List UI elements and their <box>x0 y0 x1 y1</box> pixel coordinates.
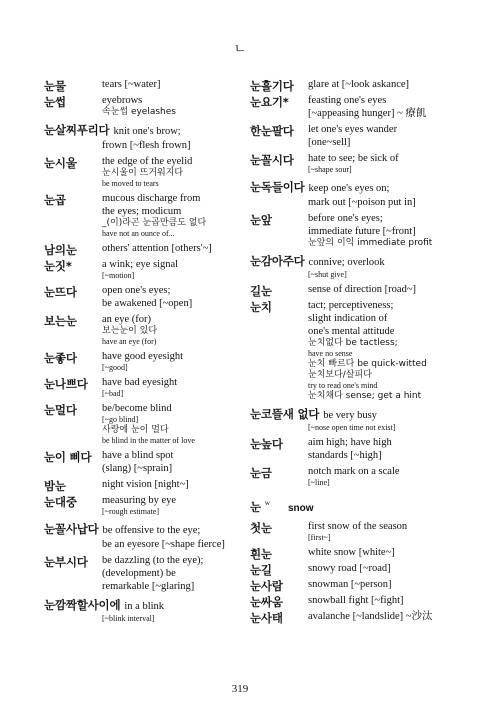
entry-definition: night vision [night~] <box>102 479 189 490</box>
entry-headword: 눈치 <box>250 300 272 314</box>
entry-body <box>102 313 244 347</box>
entry-definition: in a blink <box>124 601 165 612</box>
entry-definition: connive; overlook <box>308 257 385 268</box>
dictionary-entry <box>250 578 450 591</box>
entry-literal-gloss: [~bad] <box>102 389 124 398</box>
entry-headword: 첫눈 <box>250 521 272 535</box>
section-heading-snow <box>250 498 450 516</box>
entry-headword: 눈좋다 <box>44 351 77 365</box>
entry-body <box>102 258 244 281</box>
entry-definition: frown [~flesh frown] <box>102 140 191 151</box>
entry-definition: one's mental attitude <box>308 326 395 337</box>
entry-body <box>308 94 450 120</box>
entry-literal-gloss: [~good] <box>102 363 128 372</box>
entry-body <box>102 494 244 517</box>
entry-definition: keep one's eyes on; <box>308 183 390 194</box>
entry-definition: notch mark on a scale <box>308 466 400 477</box>
entry-definition: be very busy <box>323 410 377 421</box>
entry-body <box>102 192 244 239</box>
dictionary-entry <box>44 155 244 189</box>
dictionary-entry <box>250 299 450 402</box>
dictionary-entry <box>250 520 450 543</box>
entry-definition: snowy road [~road] <box>308 563 391 574</box>
entry-definition: first snow of the season <box>308 521 408 532</box>
entry-definition: eyebrows <box>102 95 143 106</box>
entry-definition: remarkable [~glaring] <box>102 581 195 592</box>
page-number: 319 <box>231 683 249 695</box>
entry-definition: be offensive to the eye; <box>102 525 201 536</box>
dictionary-entry <box>44 284 244 310</box>
dictionary-entry <box>250 152 450 175</box>
entry-body <box>102 78 244 91</box>
entry-definition: an eye (for) <box>102 314 151 325</box>
entry-body <box>308 562 450 575</box>
entry-definition: avalanche [~landslide] ~沙汰 <box>308 611 433 622</box>
entry-example-gloss: have not an ounce of... <box>102 229 175 238</box>
entry-headword: 눈물 <box>44 79 66 93</box>
entry-headword: 눈살찌푸리다 <box>44 123 110 137</box>
dictionary-entry <box>44 376 244 399</box>
dictionary-entry <box>250 610 450 623</box>
entry-body <box>102 376 244 399</box>
entry-first-line <box>250 178 450 196</box>
entry-headword: 눈요기* <box>250 95 289 109</box>
entry-literal-gloss: [first~] <box>308 533 331 542</box>
entry-body <box>102 449 244 475</box>
entry-body <box>308 610 450 623</box>
entry-headword: 남의눈 <box>44 243 77 257</box>
entry-example-korean: 속눈썹 eyelashes <box>102 107 176 117</box>
entry-definition: mark out [~poison put in] <box>308 197 416 208</box>
entry-definition: the edge of the eyelid <box>102 156 193 167</box>
entry-body <box>308 78 450 91</box>
entry-body <box>102 284 244 310</box>
entry-example-gloss: be moved to tears <box>102 179 159 188</box>
entry-example-gloss: have no sense <box>308 349 353 358</box>
dictionary-entry <box>44 313 244 347</box>
entry-example-korean: 눈앞의 이익 immediate profit <box>308 238 433 248</box>
entry-definition: tears [~water] <box>102 79 161 90</box>
dictionary-entry <box>44 449 244 475</box>
entry-definition: have good eyesight <box>102 351 184 362</box>
entry-body <box>308 436 450 462</box>
entry-definition: open one's eyes; <box>102 285 171 296</box>
entry-first-line <box>44 596 244 614</box>
entry-definition: aim high; have high <box>308 437 392 448</box>
entry-definition: [~appeasing hunger] ~ 療飢 <box>308 108 427 119</box>
entry-headword: 눈높다 <box>250 437 283 451</box>
right-column <box>250 78 450 623</box>
dictionary-entry <box>250 252 450 280</box>
entry-definition: be/become blind <box>102 403 172 414</box>
entry-definition: feasting one's eyes <box>308 95 387 106</box>
entry-definition: others' attention [others'~] <box>102 243 212 254</box>
entry-literal-gloss: [~line] <box>308 478 330 487</box>
dictionary-entry <box>250 123 450 149</box>
entry-body <box>308 578 450 591</box>
entry-headword: 눈사람 <box>250 579 283 593</box>
entry-headword: 밤눈 <box>44 479 66 493</box>
entry-example-korean: 눈치없다 be tactless; <box>308 338 398 348</box>
entry-headword: 눈코뜰새 없다 <box>250 407 320 421</box>
entry-definition: the eyes; modicum <box>102 206 182 217</box>
dictionary-entry <box>44 554 244 593</box>
entry-body <box>102 554 244 593</box>
entry-example-korean: 사랑에 눈이 멀다 <box>102 425 169 435</box>
entry-definition: knit one's brow; <box>113 126 181 137</box>
entry-headword: 눈흘기다 <box>250 79 294 93</box>
dictionary-entry <box>250 212 450 249</box>
entry-example-korean: 눈치보다/살피다 <box>308 370 372 380</box>
entry-body <box>308 465 450 488</box>
entry-body <box>308 123 450 149</box>
entry-literal-gloss: [~shut give] <box>308 270 347 279</box>
entry-headword: 눈길 <box>250 563 272 577</box>
dictionary-entry <box>250 283 450 296</box>
entry-headword: 눈꼴사납다 <box>44 522 99 536</box>
entry-body <box>102 478 244 491</box>
entry-headword: 눈감아주다 <box>250 254 305 268</box>
entry-definition: (slang) [~sprain] <box>102 463 173 474</box>
entry-body <box>102 242 244 255</box>
dictionary-entry <box>44 258 244 281</box>
dictionary-entry <box>44 478 244 491</box>
entry-example-korean: 눈치채다 sense; get a hint <box>308 391 422 401</box>
entry-headword: 눈곱 <box>44 193 66 207</box>
entry-first-line <box>250 252 450 270</box>
entry-body <box>308 520 450 543</box>
entry-literal-gloss: [~nose open time not exist] <box>308 423 396 432</box>
entry-first-line <box>44 520 244 538</box>
entry-definition: before one's eyes; <box>308 213 383 224</box>
entry-definition: tact; perceptiveness; <box>308 300 394 311</box>
dictionary-entry <box>44 78 244 91</box>
dictionary-entry <box>44 520 244 551</box>
entry-body <box>102 402 244 446</box>
entry-definition: measuring by eye <box>102 495 177 506</box>
dictionary-entry <box>250 594 450 607</box>
entry-definition: slight indication of <box>308 313 388 324</box>
dictionary-entry <box>250 465 450 488</box>
entry-definition: [one~sell] <box>308 137 351 148</box>
entry-headword: 눈대중 <box>44 495 77 509</box>
entry-definition: mucous discharge from <box>102 193 201 204</box>
entry-body <box>102 155 244 189</box>
dictionary-entry <box>44 94 244 118</box>
entry-literal-gloss: [~blink interval] <box>102 614 155 623</box>
entry-headword: 보는눈 <box>44 314 77 328</box>
entry-headword: 한눈팔다 <box>250 124 294 138</box>
entry-body <box>308 283 450 296</box>
entry-headword: 눈나쁘다 <box>44 377 88 391</box>
entry-headword: 흰눈 <box>250 547 272 561</box>
dictionary-entry <box>250 94 450 120</box>
entry-definition: hate to see; be sick of <box>308 153 399 164</box>
dictionary-entry <box>44 494 244 517</box>
dictionary-entry <box>44 596 244 624</box>
entry-example-korean: _(이)라곤 눈곱만큼도 없다 <box>102 218 207 228</box>
entry-definition: (development) be <box>102 568 176 579</box>
entry-definition: be an eyesore [~shape fierce] <box>102 539 225 550</box>
entry-headword: 눈깜짝할사이에 <box>44 598 121 612</box>
dictionary-entry <box>44 242 244 255</box>
dictionary-entry <box>44 350 244 373</box>
entry-definition: have bad eyesight <box>102 377 178 388</box>
entry-first-line <box>44 121 244 139</box>
entry-example-korean: 눈시울이 뜨거워지다 <box>102 168 184 178</box>
entry-headword: 눈앞 <box>250 213 272 227</box>
entry-definition: have a blind spot <box>102 450 174 461</box>
entry-headword: 눈싸움 <box>250 595 283 609</box>
entry-definition: snowball fight [~fight] <box>308 595 404 606</box>
entry-example-gloss: have an eye (for) <box>102 337 157 346</box>
dictionary-entry <box>250 436 450 462</box>
dictionary-entry <box>250 405 450 433</box>
entry-definition: a wink; eye signal <box>102 259 179 270</box>
dictionary-entry <box>44 402 244 446</box>
entry-headword: 눈시울 <box>44 156 77 170</box>
entry-definition: standards [~high] <box>308 450 382 461</box>
entry-headword: 눈멀다 <box>44 403 77 417</box>
entry-body <box>308 594 450 607</box>
entry-body <box>308 546 450 559</box>
entry-first-line <box>250 405 450 423</box>
entry-body <box>308 212 450 249</box>
entry-definition: white snow [white~] <box>308 547 395 558</box>
entry-headword: 눈꼴시다 <box>250 153 294 167</box>
entry-literal-gloss: [~go blind] <box>102 415 139 424</box>
section-mark: w <box>264 498 270 507</box>
entry-example-gloss: be blind in the matter of love <box>102 436 195 445</box>
dictionary-entry <box>250 78 450 91</box>
section-headword: 눈 <box>250 500 261 514</box>
entry-definition: be dazzling (to the eye); <box>102 555 204 566</box>
entry-headword: 눈짓* <box>44 259 72 273</box>
entry-literal-gloss: [~shape sour] <box>308 165 352 174</box>
entry-body <box>308 152 450 175</box>
entry-definition: snowman [~person] <box>308 579 392 590</box>
entry-body <box>308 299 450 402</box>
entry-headword: 눈뜨다 <box>44 285 77 299</box>
entry-example-korean: 보는눈이 있다 <box>102 326 158 336</box>
entry-example-gloss: try to read one's mind <box>308 381 378 390</box>
dictionary-entry <box>250 546 450 559</box>
dictionary-entry <box>250 562 450 575</box>
entry-example-korean: 눈치 빠르다 be quick-witted <box>308 359 427 369</box>
entry-body <box>102 94 244 118</box>
entry-headword: 눈독들이다 <box>250 180 305 194</box>
entry-definition: glare at [~look askance] <box>308 79 410 90</box>
entry-definition: be awakened [~open] <box>102 298 193 309</box>
entry-definition: immediate future [~front] <box>308 226 416 237</box>
entry-headword: 눈부시다 <box>44 555 88 569</box>
entry-headword: 길눈 <box>250 284 272 298</box>
entry-definition: sense of direction [road~] <box>308 284 417 295</box>
dictionary-entry <box>250 178 450 209</box>
dictionary-entry <box>44 121 244 152</box>
entry-headword: 눈썹 <box>44 95 66 109</box>
entry-headword: 눈금 <box>250 466 272 480</box>
entry-definition: let one's eyes wander <box>308 124 398 135</box>
entry-literal-gloss: [~rough estimate] <box>102 507 159 516</box>
section-gloss: snow <box>287 503 314 514</box>
dictionary-entry <box>44 192 244 239</box>
entry-body <box>102 350 244 373</box>
page-header-letter: ㄴ <box>233 41 247 56</box>
left-column <box>44 78 244 624</box>
entry-literal-gloss: [~motion] <box>102 271 135 280</box>
entry-headword: 눈이 삐다 <box>44 450 92 464</box>
entry-headword: 눈사태 <box>250 611 283 625</box>
